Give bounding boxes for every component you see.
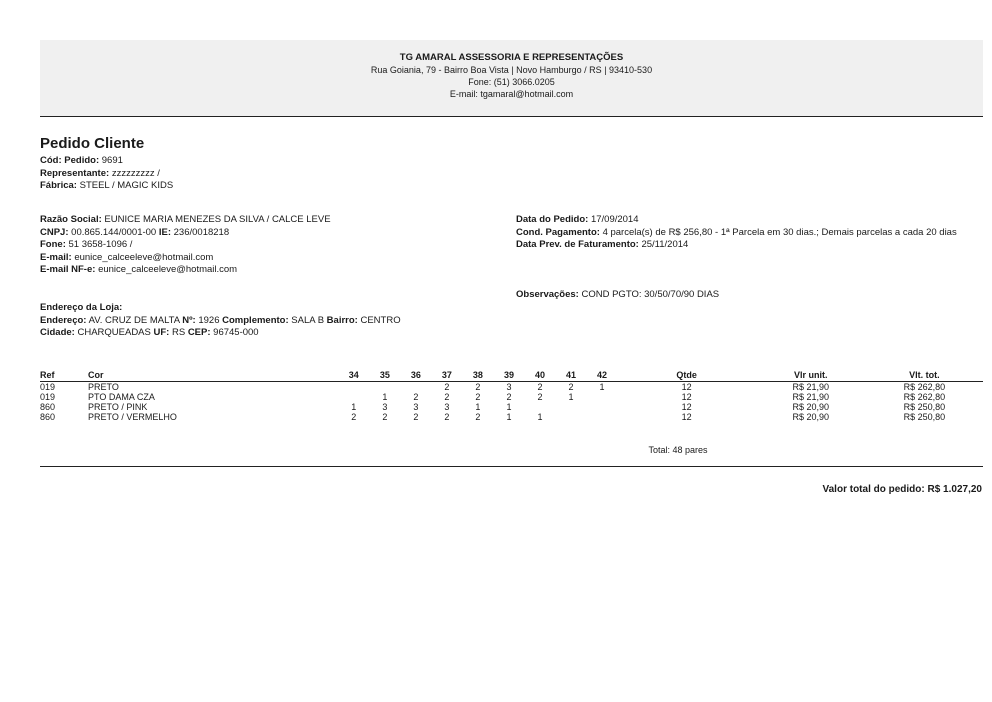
cell-vlr-unit: R$ 20,90 (792, 412, 830, 422)
fone-label: Fone: (40, 239, 66, 250)
col-vlr-unit: Vlr unit. (756, 370, 866, 382)
cell-cor: PRETO (88, 382, 119, 392)
cod-label: Cód: Pedido: (40, 155, 100, 166)
table-header (40, 370, 983, 382)
cell-size: 1 (382, 392, 388, 402)
cell-size: 2 (475, 392, 481, 402)
cell-size: 2 (537, 382, 543, 392)
ie-value: 236/0018218 (173, 226, 230, 238)
order-items-table (40, 370, 983, 422)
cond-label: Cond. Pagamento: (516, 226, 600, 238)
ie-label: IE: (158, 226, 171, 238)
cond-value: 4 parcela(s) de R$ 256,80 - 1ª Parcela em 30 dias.; Demais parcelas a cada 20 dias (602, 226, 957, 238)
cell-cor: PRETO / PINK (88, 402, 148, 412)
data-label: Data do Pedido: (516, 214, 589, 225)
store-address (40, 302, 401, 340)
email-label: E-mail: (40, 251, 72, 263)
page-title: Pedido Cliente (40, 135, 145, 152)
cell-qtde: 12 (681, 392, 692, 402)
col-size-41: 41 (556, 370, 587, 382)
cell-size: 2 (537, 392, 543, 402)
col-size-37: 37 (431, 370, 462, 382)
company-header (40, 40, 983, 117)
cell-size: 2 (351, 412, 357, 422)
cell-size: 3 (444, 402, 450, 412)
cell-size (587, 392, 618, 402)
cell-size: 2 (413, 392, 419, 402)
cell-vlr-unit: R$ 21,90 (792, 392, 830, 402)
cell-vlt-tot: R$ 250,80 (903, 412, 946, 422)
cell-size (556, 412, 587, 422)
table-row (40, 412, 983, 422)
cell-size: 3 (506, 382, 512, 392)
col-size-42: 42 (587, 370, 618, 382)
cep-label: CEP: (187, 327, 211, 338)
uf-value: RS (171, 327, 186, 338)
customer-info (40, 214, 331, 277)
cell-qtde: 12 (681, 402, 692, 412)
table-row (40, 392, 983, 402)
payment-info (516, 214, 978, 252)
company-address: Rua Goiania, 79 - Bairro Boa Vista | Novo Hamburgo / RS | 93410-530 (370, 65, 653, 75)
order-info (40, 155, 173, 193)
divider (40, 466, 983, 467)
cell-cor: PTO DAMA CZA (88, 392, 155, 402)
col-vlt-tot: Vlt. tot. (866, 370, 983, 382)
cell-size: 2 (568, 382, 574, 392)
rep-value: zzzzzzzzz / (111, 167, 160, 179)
emailnfe-value: eunice_calceeleve@hotmail.com (98, 264, 238, 275)
end-value: AV. CRUZ DE MALTA (88, 314, 180, 326)
col-size-40: 40 (524, 370, 555, 382)
cell-vlt-tot: R$ 250,80 (903, 402, 946, 412)
cell-size: 2 (413, 412, 419, 422)
fab-value: STEEL / MAGIC KIDS (79, 180, 174, 191)
cell-size: 2 (475, 412, 481, 422)
col-ref: Ref (40, 370, 88, 382)
col-cor: Cor (88, 370, 338, 382)
cell-size: 1 (537, 412, 543, 422)
cell-size (524, 402, 555, 412)
cell-ref: 860 (40, 412, 56, 422)
cell-vlr-unit: R$ 21,90 (792, 382, 830, 392)
cep-value: 96745-000 (213, 327, 259, 338)
comp-label: Complemento: (222, 314, 289, 326)
cell-size: 2 (382, 412, 388, 422)
cell-size (400, 382, 431, 393)
company-email: E-mail: tgamaral@hotmail.com (449, 89, 574, 99)
num-label: Nº: (182, 314, 196, 326)
cidade-label: Cidade: (40, 327, 75, 338)
company-name: TG AMARAL ASSESSORIA E REPRESENTAÇÕES (399, 52, 624, 63)
col-size-35: 35 (369, 370, 400, 382)
cell-size (587, 402, 618, 412)
cell-size: 3 (382, 402, 388, 412)
cod-value: 9691 (101, 155, 123, 166)
observations (516, 289, 719, 302)
col-size-39: 39 (493, 370, 524, 382)
obs-value: COND PGTO: 30/50/70/90 DIAS (581, 289, 720, 300)
prev-value: 25/11/2014 (641, 239, 689, 250)
cell-size: 2 (444, 392, 450, 402)
obs-label: Observações: (516, 289, 579, 300)
uf-label: UF: (153, 327, 170, 338)
cell-qtde: 12 (681, 412, 692, 422)
cell-size: 1 (568, 392, 574, 402)
fab-label: Fábrica: (40, 180, 77, 191)
cell-cor: PRETO / VERMELHO (88, 412, 177, 422)
cell-ref: 019 (40, 392, 56, 402)
cell-size: 2 (444, 382, 450, 392)
cell-size (587, 412, 618, 422)
cell-size: 1 (506, 402, 512, 412)
email-value: eunice_calceeleve@hotmail.com (74, 251, 214, 263)
data-value: 17/09/2014 (590, 214, 639, 225)
cell-size: 2 (506, 392, 512, 402)
razao-label: Razão Social: (40, 214, 102, 225)
cell-size: 2 (444, 412, 450, 422)
col-size-34: 34 (338, 370, 369, 382)
col-size-38: 38 (462, 370, 493, 382)
col-qtde: Qtde (618, 370, 756, 382)
cell-vlt-tot: R$ 262,80 (903, 382, 946, 392)
end-label: Endereço: (40, 314, 87, 326)
emailnfe-label: E-mail NF-e: (40, 264, 96, 275)
col-size-36: 36 (400, 370, 431, 382)
cidade-value: CHARQUEADAS (77, 327, 151, 338)
order-grand-total: Valor total do pedido: R$ 1.027,20 (822, 484, 982, 495)
cell-size (556, 402, 587, 412)
rep-label: Representante: (40, 167, 110, 179)
total-pairs: Total: 48 pares (648, 445, 708, 455)
table-row (40, 402, 983, 412)
cell-size: 1 (599, 382, 605, 392)
cell-size (369, 382, 400, 393)
company-phone: Fone: (51) 3066.0205 (468, 77, 555, 87)
razao-value: EUNICE MARIA MENEZES DA SILVA / CALCE LEVE (104, 214, 331, 225)
cnpj-value: 00.865.144/0001-00 (71, 226, 157, 238)
store-heading: Endereço da Loja: (40, 302, 123, 313)
fone-value: 51 3658-1096 / (68, 239, 133, 250)
cell-size: 1 (351, 402, 357, 412)
table-row (40, 382, 983, 393)
comp-value: SALA B (291, 314, 325, 326)
prev-label: Data Prev. de Faturamento: (516, 239, 639, 250)
cnpj-label: CNPJ: (40, 226, 69, 238)
cell-ref: 860 (40, 402, 56, 412)
cell-size: 1 (475, 402, 481, 412)
cell-size: 2 (475, 382, 481, 392)
cell-ref: 019 (40, 382, 56, 392)
cell-vlt-tot: R$ 262,80 (903, 392, 946, 402)
cell-vlr-unit: R$ 20,90 (792, 402, 830, 412)
cell-size (338, 382, 369, 393)
cell-size: 3 (413, 402, 419, 412)
cell-qtde: 12 (681, 382, 692, 392)
cell-size: 1 (506, 412, 512, 422)
bairro-label: Bairro: (326, 314, 358, 326)
cell-size (338, 392, 369, 402)
bairro-value: CENTRO (360, 314, 401, 326)
num-value: 1926 (198, 314, 220, 326)
